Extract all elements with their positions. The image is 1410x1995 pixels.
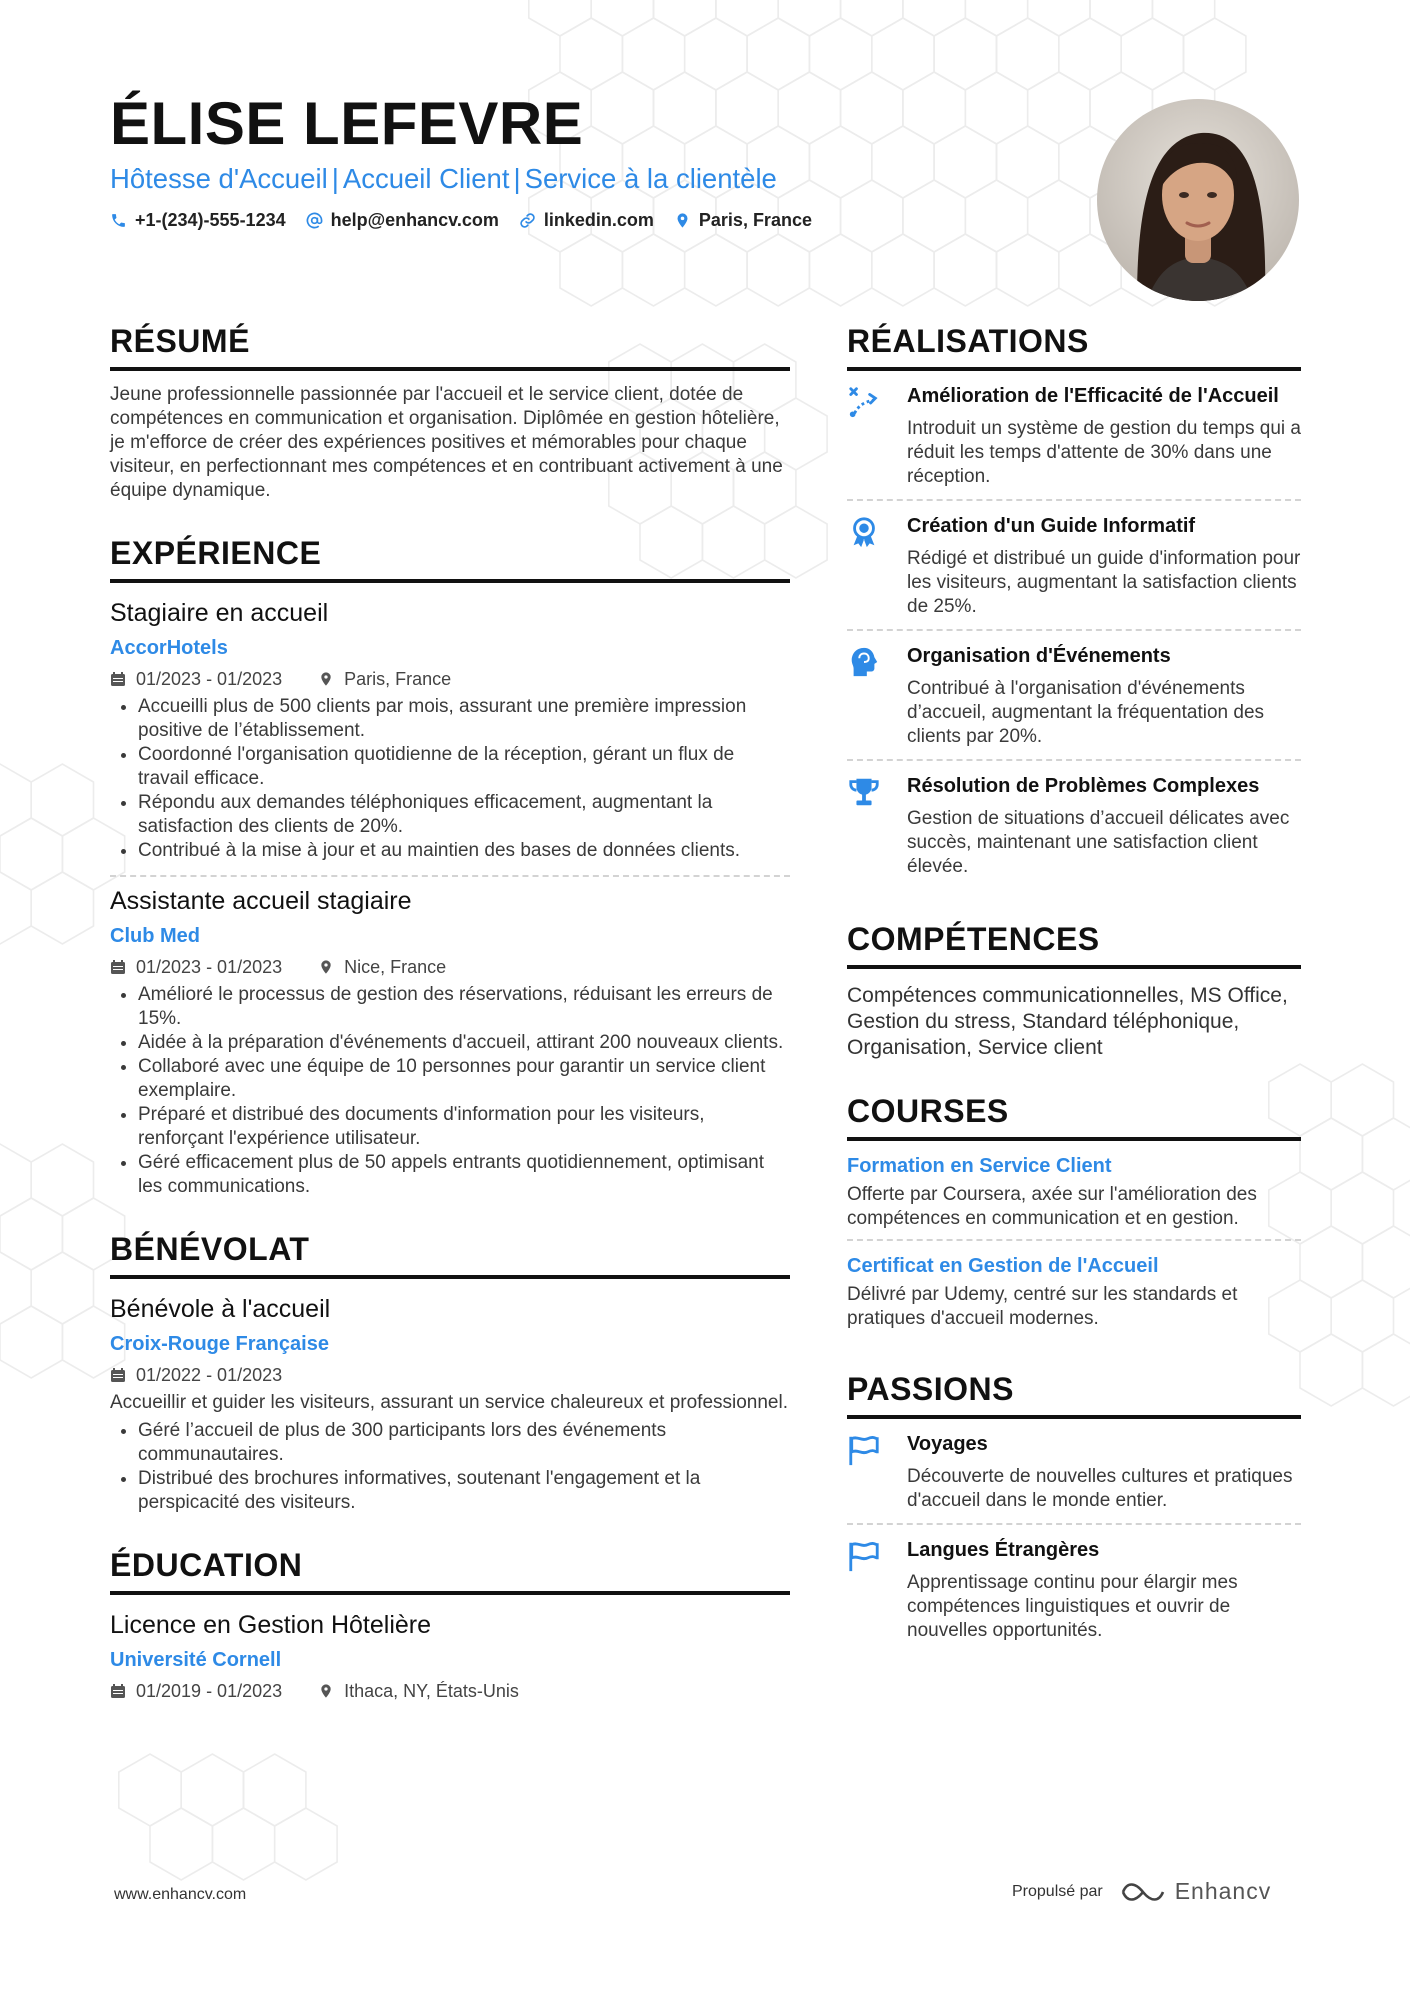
bullet: • Accueilli plus de 500 clients par mois, assurant une première impression positive de l’établissement.	[138, 695, 790, 743]
hexagon-shape	[872, 234, 934, 306]
contact-email[interactable]	[306, 210, 499, 231]
profile-photo	[1097, 99, 1299, 301]
achievement-title: Création d'un Guide Informatif	[907, 515, 1196, 537]
email-text: help@enhancv.com	[330, 210, 499, 230]
headline: Hôtesse d'Accueil | Accueil Client | Service à la clientèle	[110, 163, 777, 194]
achievement-item	[847, 759, 1301, 889]
hexagon-shape	[903, 0, 965, 36]
job-role: Stagiaire en accueil	[110, 599, 329, 627]
bullet: • Contribué à la mise à jour et au maintien des bases de données clients.	[138, 839, 790, 863]
hexagon-shape	[622, 234, 684, 306]
degree: Licence en Gestion Hôtelière	[110, 1611, 432, 1639]
hexagon-shape	[1028, 0, 1090, 36]
achievements-title: RÉALISATIONS	[847, 325, 1301, 371]
calendar-icon	[110, 1367, 126, 1383]
hexagon-shape	[778, 0, 840, 36]
achievement-title: Organisation d'Événements	[907, 645, 1171, 667]
summary-title: RÉSUMÉ	[110, 325, 790, 371]
hexagon-shape	[778, 72, 840, 144]
hexagon-shape	[716, 0, 778, 36]
job-location: Paris, France	[344, 669, 452, 689]
passion-desc: Découverte de nouvelles cultures et pratiques d'accueil dans le monde entier.	[907, 1466, 1293, 1511]
hexagon-shape	[0, 1252, 31, 1324]
hexagon-shape	[934, 18, 996, 90]
contact-phone[interactable]	[110, 210, 286, 231]
hexagon-shape	[591, 72, 653, 144]
courses-title: COURSES	[847, 1095, 1301, 1141]
brand-name: Enhancv	[1174, 1878, 1272, 1904]
passion-item	[847, 1419, 1301, 1523]
enhancv-logo-icon	[1121, 1881, 1165, 1903]
hexagon-shape	[181, 1754, 243, 1826]
skills-text: Compétences communicationnelles, MS Office, Gestion du stress, Standard téléphonique, Organisation, Service client	[847, 984, 1288, 1059]
contact-bar	[110, 210, 812, 231]
hexagon-shape	[997, 18, 1059, 90]
hexagon-shape	[560, 18, 622, 90]
hexagon-shape	[685, 234, 747, 306]
hexagon-shape	[1362, 1118, 1410, 1190]
job-company[interactable]: Club Med	[110, 925, 200, 947]
hexagon-shape	[150, 1808, 212, 1880]
passion-title: Voyages	[907, 1433, 988, 1455]
hexagon-shape	[809, 234, 871, 306]
headline-title-3: Service à la clientèle	[524, 163, 777, 194]
hexagon-shape	[903, 180, 965, 252]
education-meta	[110, 1679, 790, 1703]
hexagon-shape	[1152, 0, 1214, 36]
job-meta	[110, 955, 790, 979]
achievement-title: Amélioration de l'Efficacité de l'Accueil	[907, 385, 1279, 407]
hexagon-shape	[716, 72, 778, 144]
hexagon-shape	[119, 1754, 181, 1826]
education-section	[110, 1549, 790, 1703]
hexagon-shape	[872, 18, 934, 90]
hexagon-shape	[1331, 1172, 1393, 1244]
volunteer-bullets	[110, 1419, 790, 1515]
location-pin-icon	[318, 671, 334, 687]
education-dates: 01/2019 - 01/2023	[136, 1681, 283, 1701]
job-company[interactable]: AccorHotels	[110, 637, 228, 659]
job-dates: 01/2023 - 01/2023	[136, 669, 283, 689]
flag-icon	[847, 1433, 881, 1467]
hexagon-shape	[1121, 18, 1183, 90]
hexagon-shape	[747, 18, 809, 90]
hexagon-shape	[212, 1808, 274, 1880]
hexagon-shape	[275, 1808, 337, 1880]
volunteer-title: BÉNÉVOLAT	[110, 1233, 790, 1279]
bullet: • Aidée à la préparation d'événements d'accueil, attirant 200 nouveaux clients.	[138, 1031, 790, 1055]
achievement-desc: Contribué à l'organisation d'événements d’accueil, augmentant la fréquentation des clients par 20%.	[907, 678, 1265, 747]
bullet: • Géré efficacement plus de 50 appels entrants quotidiennement, optimisant les communications.	[138, 1151, 790, 1199]
headline-title-2: Accueil Client	[342, 163, 510, 194]
achievement-desc: Introduit un système de gestion du temps qui a réduit les temps d'attente de 30% dans une réception.	[907, 418, 1301, 487]
hexagon-shape	[1059, 18, 1121, 90]
achievement-desc: Gestion de situations d’accueil délicates avec succès, maintenant une satisfaction client élevée.	[907, 808, 1290, 877]
education-location: Ithaca, NY, États-Unis	[344, 1681, 519, 1701]
bullet: • Distribué des brochures informatives, soutenant l'engagement et la perspicacité des visiteurs.	[138, 1467, 790, 1515]
hexagon-shape	[1090, 0, 1152, 36]
achievement-item	[847, 499, 1301, 629]
hexagon-shape	[0, 1198, 62, 1270]
powered-by-label: Propulsé par	[1012, 1882, 1103, 1900]
hexagon-shape	[31, 764, 93, 836]
calendar-icon	[110, 671, 126, 687]
bullet: • Géré l’accueil de plus de 300 participants lors des événements communautaires.	[138, 1419, 790, 1467]
hexagon-shape	[1362, 1226, 1410, 1298]
volunteer-meta	[110, 1363, 790, 1387]
passion-title: Langues Étrangères	[907, 1539, 1100, 1561]
passions-title: PASSIONS	[847, 1373, 1301, 1419]
hexagon-shape	[1331, 1064, 1393, 1136]
passion-item	[847, 1523, 1301, 1653]
volunteer-dates: 01/2022 - 01/2023	[136, 1365, 283, 1385]
award-ribbon-icon	[847, 515, 881, 549]
enhancv-logo[interactable]	[1121, 1878, 1272, 1905]
hexagon-shape	[934, 234, 996, 306]
contact-linkedin[interactable]	[519, 210, 654, 231]
hexagon-shape	[1300, 1334, 1362, 1406]
divider	[110, 875, 790, 877]
passions-section	[847, 1373, 1301, 1653]
achievement-item	[847, 371, 1301, 499]
location-text: Paris, France	[698, 210, 812, 230]
course-title[interactable]: Formation en Service Client	[847, 1155, 1112, 1177]
link-icon	[519, 212, 536, 229]
experience-item	[110, 597, 790, 863]
hexagon-shape	[997, 126, 1059, 198]
education-title: ÉDUCATION	[110, 1549, 790, 1595]
hexagon-shape	[841, 0, 903, 36]
experience-item	[110, 885, 790, 1199]
hexagon-shape	[1300, 1118, 1362, 1190]
hexagon-shape	[841, 180, 903, 252]
achievements-section	[847, 325, 1301, 889]
bullet: • Répondu aux demandes téléphoniques efficacement, augmentant la satisfaction des clients de 20%.	[138, 791, 790, 839]
linkedin-text: linkedin.com	[543, 210, 654, 230]
hexagon-shape	[591, 0, 653, 36]
summary-text: Jeune professionnelle passionnée par l'accueil et le service client, dotée de compétences en communication et organisation. Diplômée en gestion hôtelière, je m'efforce de créer des expériences positives et mémorables pour chaque visiteur, en perfectionnant mes compétences et en contribuant activement à une équipe dynamique.	[110, 384, 783, 501]
hexagon-shape	[654, 0, 716, 36]
tactics-icon	[847, 385, 881, 419]
right-column	[847, 325, 1301, 1687]
hexagon-shape	[965, 72, 1027, 144]
location-pin-icon	[318, 959, 334, 975]
contact-location	[674, 210, 812, 231]
hexagon-shape	[1362, 1334, 1410, 1406]
job-bullets	[110, 695, 790, 863]
job-meta	[110, 667, 790, 691]
bullet: • Coordonné l'organisation quotidienne de la réception, gérant un flux de travail efficace.	[138, 743, 790, 791]
headline-title-1: Hôtesse d'Accueil	[110, 163, 328, 194]
hexagon-shape	[560, 234, 622, 306]
courses-section	[847, 1095, 1301, 1339]
bullet: • Amélioré le processus de gestion des réservations, réduisant les erreurs de 15%.	[138, 983, 790, 1031]
at-icon	[306, 212, 323, 229]
achievement-desc: Rédigé et distribué un guide d'information pour les visiteurs, augmentant la satisfaction clients de 25%.	[907, 548, 1301, 617]
hexagon-shape	[529, 0, 591, 36]
left-column	[110, 325, 790, 1737]
phone-icon	[110, 212, 127, 229]
volunteer-role: Bénévole à l'accueil	[110, 1295, 331, 1323]
bullet: • Collaboré avec une équipe de 10 personnes pour garantir un service client exemplaire.	[138, 1055, 790, 1103]
hexagon-shape	[809, 126, 871, 198]
hexagon-shape	[1184, 18, 1246, 90]
hexagon-shape	[841, 72, 903, 144]
portrait-illustration	[1097, 99, 1299, 301]
experience-section	[110, 537, 790, 1199]
hexagon-shape	[903, 72, 965, 144]
school[interactable]: Université Cornell	[110, 1649, 282, 1671]
course-desc: Délivré par Udemy, centré sur les standards et pratiques d'accueil modernes.	[847, 1284, 1238, 1329]
job-location: Nice, France	[344, 957, 447, 977]
hexagon-shape	[747, 234, 809, 306]
job-role: Assistante accueil stagiaire	[110, 887, 412, 915]
course-item	[847, 1141, 1301, 1239]
skills-title: COMPÉTENCES	[847, 923, 1301, 969]
hexagon-shape	[1300, 1226, 1362, 1298]
hexagon-shape	[31, 1144, 93, 1216]
experience-title: EXPÉRIENCE	[110, 537, 790, 583]
job-bullets	[110, 983, 790, 1199]
hexagon-shape	[31, 1252, 93, 1324]
hexagon-shape	[965, 0, 1027, 36]
brain-head-icon	[847, 645, 881, 679]
hexagon-shape	[654, 72, 716, 144]
job-dates: 01/2023 - 01/2023	[136, 957, 283, 977]
hexagon-shape	[809, 18, 871, 90]
hexagon-shape	[965, 180, 1027, 252]
summary-section	[110, 325, 790, 503]
course-item	[847, 1239, 1301, 1339]
course-desc: Offerte par Coursera, axée sur l'amélioration des compétences en communication et en gestion.	[847, 1184, 1257, 1229]
footer-powered-by	[1012, 1878, 1271, 1905]
hexagon-shape	[1028, 180, 1090, 252]
hexagon-shape	[0, 764, 31, 836]
skills-section	[847, 923, 1301, 1061]
volunteer-section	[110, 1233, 790, 1515]
location-pin-icon	[318, 1683, 334, 1699]
footer-website[interactable]: www.enhancv.com	[114, 1886, 247, 1903]
location-pin-icon	[674, 212, 691, 229]
hexagon-shape	[1331, 1280, 1393, 1352]
achievement-title: Résolution de Problèmes Complexes	[907, 775, 1260, 797]
course-title[interactable]: Certificat en Gestion de l'Accueil	[847, 1255, 1159, 1277]
hexagon-shape	[1028, 72, 1090, 144]
candidate-name: ÉLISE LEFEVRE	[110, 90, 584, 157]
hexagon-shape	[244, 1754, 306, 1826]
achievement-item	[847, 629, 1301, 759]
volunteer-description: Accueillir et guider les visiteurs, assurant un service chaleureux et professionnel.	[110, 1392, 788, 1413]
hexagon-shape	[997, 234, 1059, 306]
phone-text: +1-(234)-555-1234	[135, 210, 286, 230]
volunteer-organization[interactable]: Croix-Rouge Française	[110, 1333, 329, 1355]
hexagon-shape	[934, 126, 996, 198]
calendar-icon	[110, 959, 126, 975]
hexagon-shape	[0, 1306, 62, 1378]
bullet: • Préparé et distribué des documents d'information pour les visiteurs, renforçant l'expérience utilisateur.	[138, 1103, 790, 1151]
flag-icon	[847, 1539, 881, 1573]
passion-desc: Apprentissage continu pour élargir mes compétences linguistiques et ouvrir de nouvelles opportunités.	[907, 1572, 1238, 1641]
hexagon-shape	[0, 872, 31, 944]
hexagon-shape	[0, 818, 62, 890]
hexagon-shape	[872, 126, 934, 198]
trophy-icon	[847, 775, 881, 809]
hexagon-shape	[685, 18, 747, 90]
hexagon-shape	[31, 872, 93, 944]
calendar-icon	[110, 1683, 126, 1699]
hexagon-shape	[0, 1144, 31, 1216]
hexagon-shape	[622, 18, 684, 90]
